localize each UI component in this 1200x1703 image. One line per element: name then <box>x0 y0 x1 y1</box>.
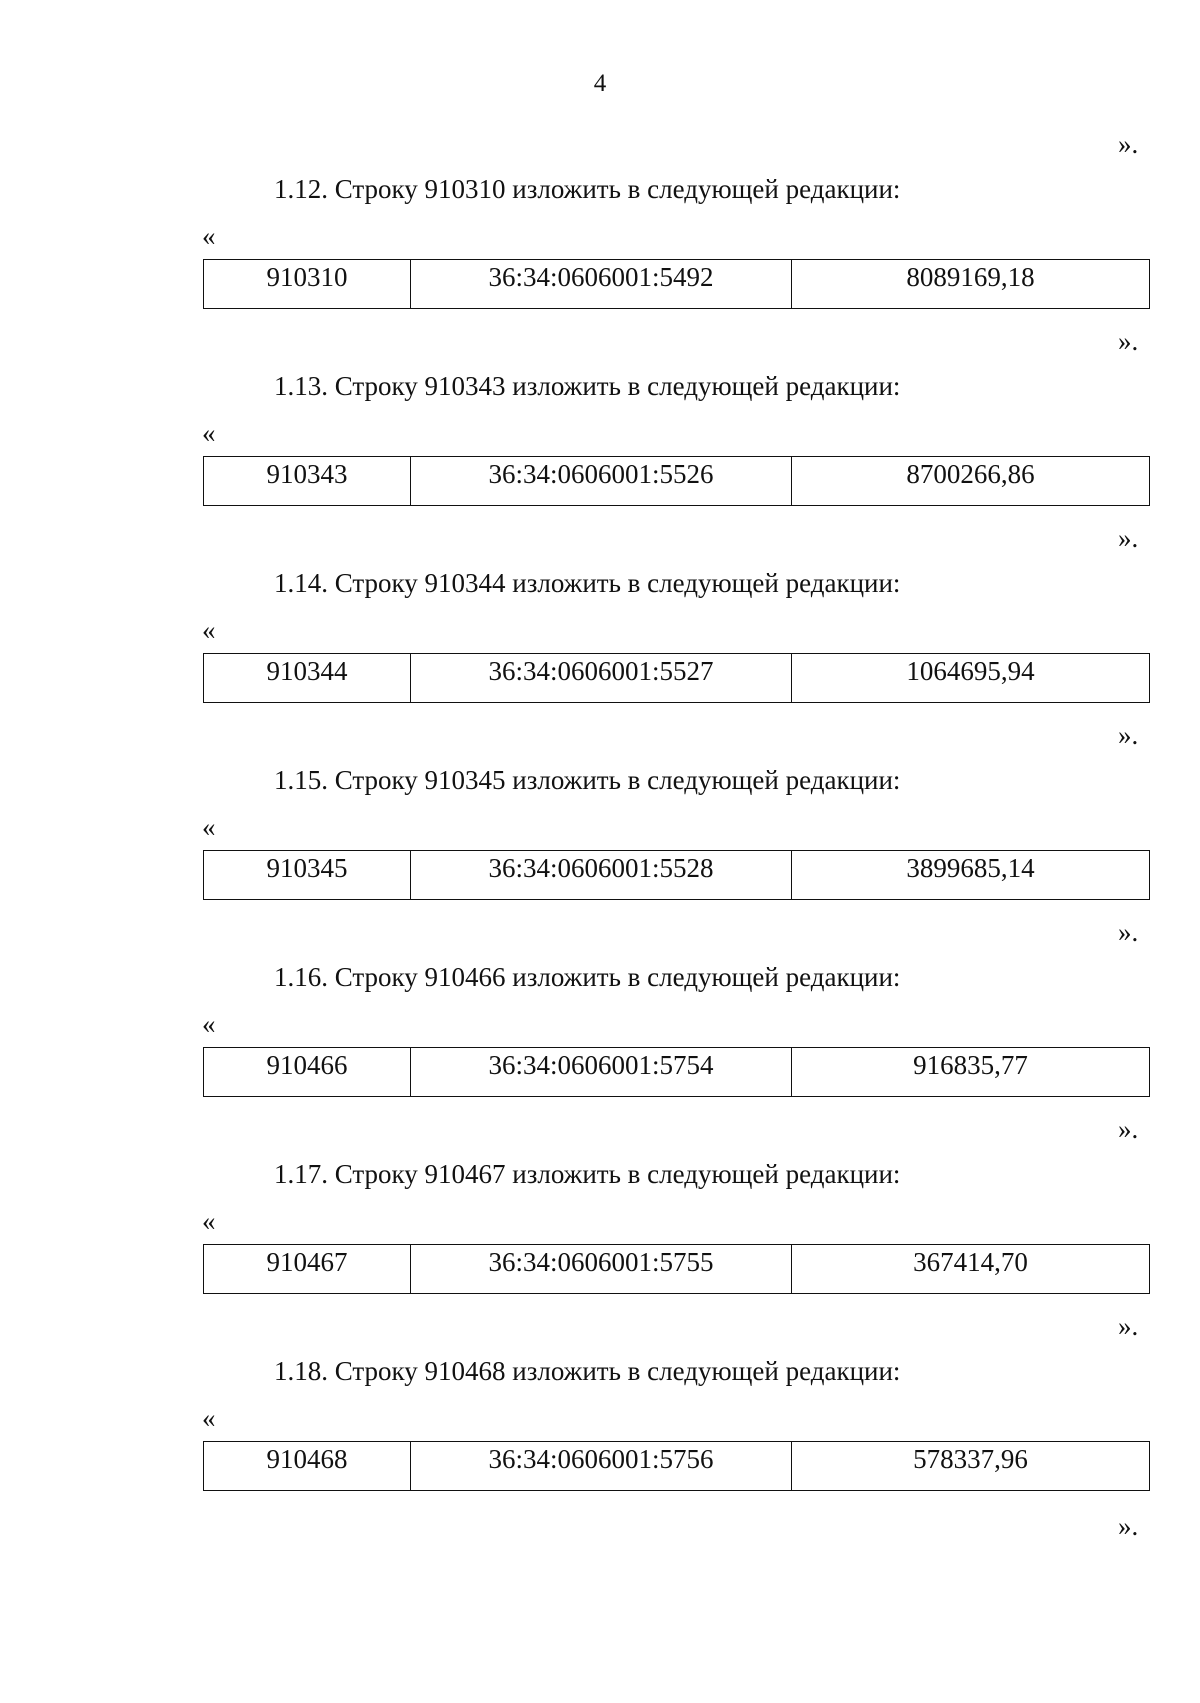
opening-quote: « <box>202 1206 216 1236</box>
cadastral-number-cell: 36:34:0606001:5528 <box>411 851 792 900</box>
amended-row-table <box>203 1047 1150 1097</box>
opening-quote: « <box>202 615 216 645</box>
closing-quote: ». <box>1118 326 1139 356</box>
row-number-cell: 910345 <box>204 851 411 900</box>
table-row <box>204 1048 1150 1097</box>
amendment-section-1-12 <box>0 130 1200 330</box>
closing-quote: ». <box>1118 1311 1139 1341</box>
cadastral-number-cell: 36:34:0606001:5492 <box>411 260 792 309</box>
row-number-cell: 910468 <box>204 1442 411 1491</box>
amended-row-table <box>203 259 1150 309</box>
section-heading: 1.14. Строку 910344 изложить в следующей редакции: <box>274 568 901 598</box>
amended-row-table <box>203 653 1150 703</box>
row-number-cell: 910344 <box>204 654 411 703</box>
opening-quote: « <box>202 221 216 251</box>
opening-quote: « <box>202 1403 216 1433</box>
table-row <box>204 851 1150 900</box>
table-row <box>204 457 1150 506</box>
opening-quote: « <box>202 418 216 448</box>
cadastral-number-cell: 36:34:0606001:5754 <box>411 1048 792 1097</box>
section-heading: 1.18. Строку 910468 изложить в следующей редакции: <box>274 1356 901 1386</box>
section-heading: 1.13. Строку 910343 изложить в следующей редакции: <box>274 371 901 401</box>
section-heading: 1.15. Строку 910345 изложить в следующей редакции: <box>274 765 901 795</box>
opening-quote: « <box>202 812 216 842</box>
amended-row-table <box>203 456 1150 506</box>
section-heading: 1.16. Строку 910466 изложить в следующей редакции: <box>274 962 901 992</box>
amended-row-table <box>203 1244 1150 1294</box>
page-number: 4 <box>593 70 607 97</box>
value-cell: 8700266,86 <box>792 457 1150 506</box>
row-number-cell: 910466 <box>204 1048 411 1097</box>
amendment-section-1-16 <box>0 918 1200 1118</box>
table-row <box>204 654 1150 703</box>
row-number-cell: 910310 <box>204 260 411 309</box>
value-cell: 3899685,14 <box>792 851 1150 900</box>
cadastral-number-cell: 36:34:0606001:5526 <box>411 457 792 506</box>
amendment-section-1-13 <box>0 327 1200 527</box>
closing-quote: ». <box>1118 129 1139 159</box>
amendment-section-1-14 <box>0 524 1200 724</box>
opening-quote: « <box>202 1009 216 1039</box>
table-row <box>204 260 1150 309</box>
table-row <box>204 1245 1150 1294</box>
cadastral-number-cell: 36:34:0606001:5527 <box>411 654 792 703</box>
cadastral-number-cell: 36:34:0606001:5756 <box>411 1442 792 1491</box>
amended-row-table <box>203 1441 1150 1491</box>
closing-quote: ». <box>1118 917 1139 947</box>
value-cell: 8089169,18 <box>792 260 1150 309</box>
amendment-section-1-15 <box>0 721 1200 921</box>
amended-row-table <box>203 850 1150 900</box>
closing-quote: ». <box>1118 1114 1139 1144</box>
row-number-cell: 910467 <box>204 1245 411 1294</box>
value-cell: 1064695,94 <box>792 654 1150 703</box>
section-heading: 1.12. Строку 910310 изложить в следующей редакции: <box>274 174 901 204</box>
closing-quote: ». <box>1118 523 1139 553</box>
value-cell: 916835,77 <box>792 1048 1150 1097</box>
cadastral-number-cell: 36:34:0606001:5755 <box>411 1245 792 1294</box>
value-cell: 367414,70 <box>792 1245 1150 1294</box>
amendment-section-1-17 <box>0 1115 1200 1315</box>
section-heading: 1.17. Строку 910467 изложить в следующей редакции: <box>274 1159 901 1189</box>
table-row <box>204 1442 1150 1491</box>
closing-quote: ». <box>1118 1511 1139 1541</box>
closing-quote: ». <box>1118 720 1139 750</box>
row-number-cell: 910343 <box>204 457 411 506</box>
amendment-section-1-18 <box>0 1312 1200 1512</box>
value-cell: 578337,96 <box>792 1442 1150 1491</box>
